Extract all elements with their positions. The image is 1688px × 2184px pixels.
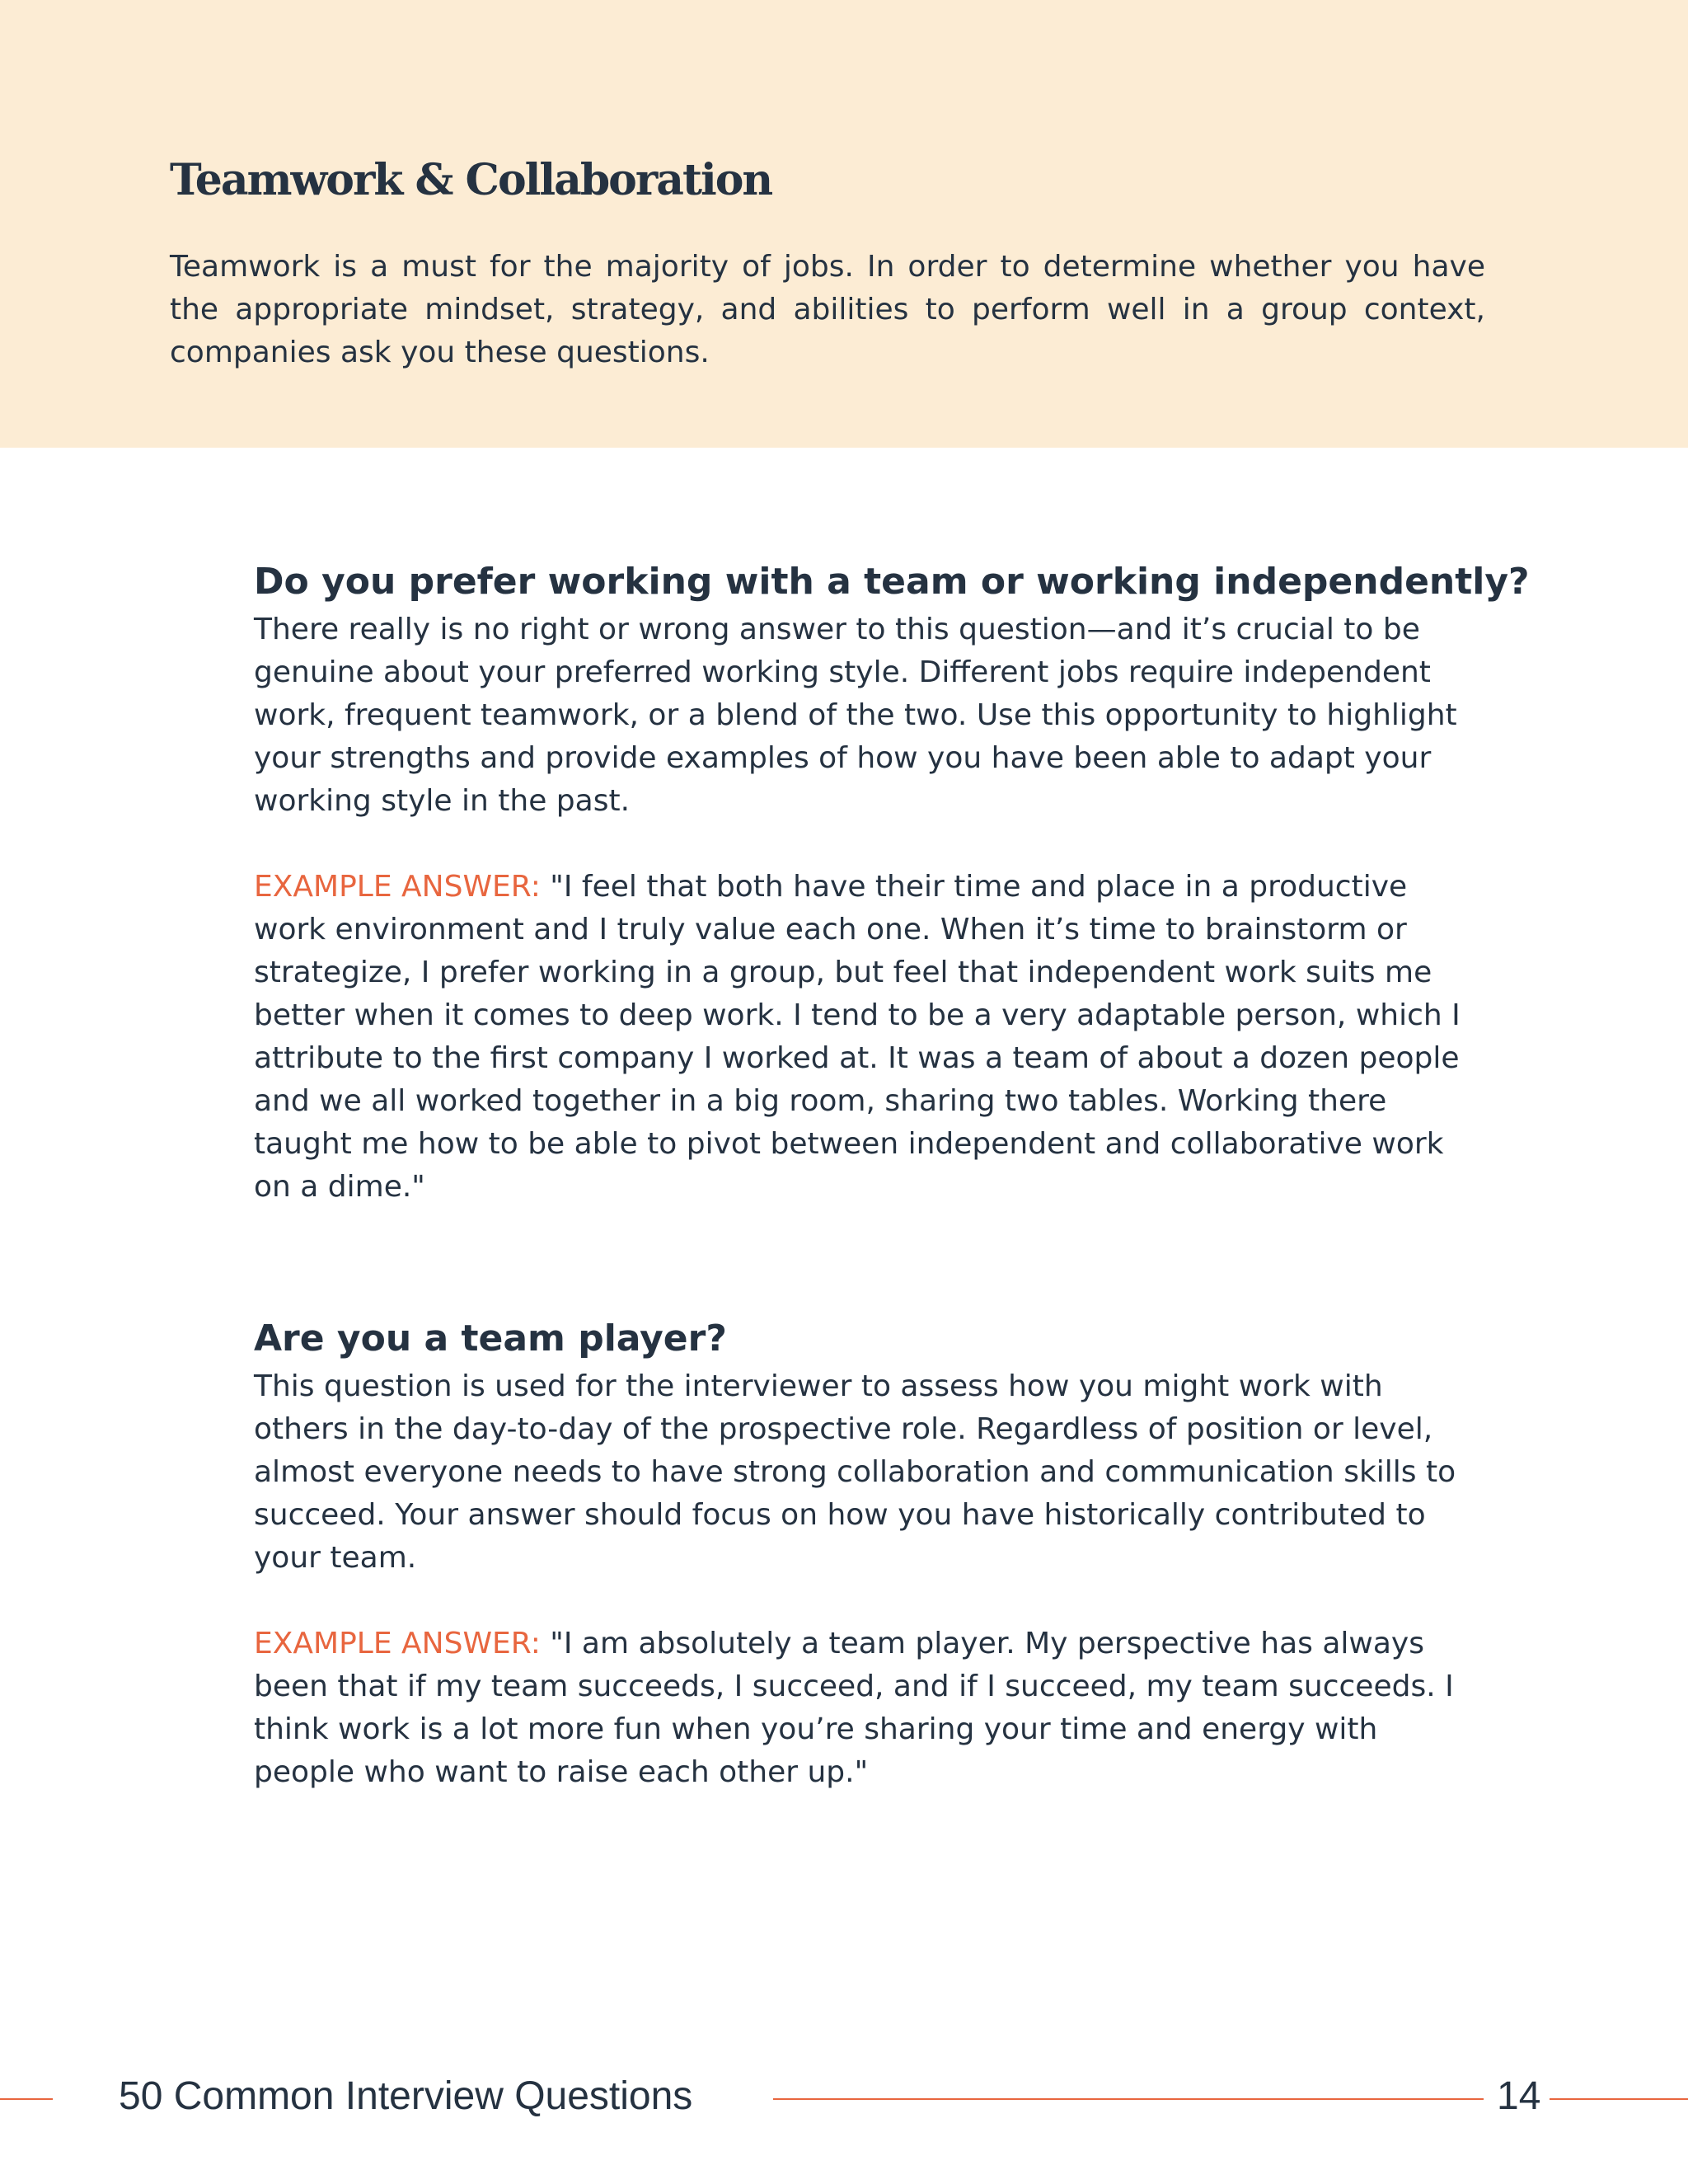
section-title: Teamwork & Collaboration	[170, 155, 772, 205]
question-block	[254, 1314, 1484, 1794]
question-block	[254, 557, 1530, 1209]
example-answer-label: EXAMPLE ANSWER:	[254, 1627, 541, 1660]
footer-rule-left	[0, 2098, 53, 2100]
footer-title: 50 Common Interview Questions	[119, 2074, 693, 2118]
question-explanation: This question is used for the interviewer to assess how you might work with others in the day-to-day of the prospective role. Regardless of position or level, almost everyone needs to have strong collaboration and communication skills to succeed. Your answer should focus on how you have historically contributed to your team.	[254, 1369, 1456, 1575]
example-answer-text: "I am absolutely a team player. My perspective has always been that if my team succeeds, I succeed, and if I succeed, my team succeeds. I think work is a lot more fun when you’re sharing your time and energy with people who want to raise each other up."	[254, 1627, 1454, 1789]
question-heading: Do you prefer working with a team or working independently?	[254, 561, 1530, 603]
example-answer	[254, 866, 1484, 1209]
example-answer	[254, 1623, 1484, 1794]
question-heading: Are you a team player?	[254, 1317, 727, 1360]
section-intro: Teamwork is a must for the majority of jobs. In order to determine whether you have the appropriate mindset, strategy, and abilities to perform well in a group context, companies ask you these questions.	[170, 250, 1485, 369]
footer-rule-middle	[773, 2098, 1484, 2100]
header-band	[0, 0, 1688, 448]
question-explanation: There really is no right or wrong answer to this question—and it’s crucial to be genuine about your preferred working style. Different jobs require independent work, frequent teamwork, or a blend of the two. Use this opportunity to highlight your strengths and provide examples of how you have been able to adapt your working style in the past.	[254, 613, 1457, 818]
example-answer-text: "I feel that both have their time and place in a productive work environment and I truly value each one. When it’s time to brainstorm or strategize, I prefer working in a group, but feel that independent work suits me better when it comes to deep work. I tend to be a very adaptable person, which I attribute to the first company I worked at. It was a team of about a dozen people and we all worked together in a big room, sharing two tables. Working there taught me how to be able to pivot between independent and collaborative work on a dime."	[254, 870, 1461, 1204]
example-answer-label: EXAMPLE ANSWER:	[254, 870, 541, 904]
footer-rule-right	[1550, 2098, 1688, 2100]
page-number: 14	[1497, 2074, 1541, 2118]
